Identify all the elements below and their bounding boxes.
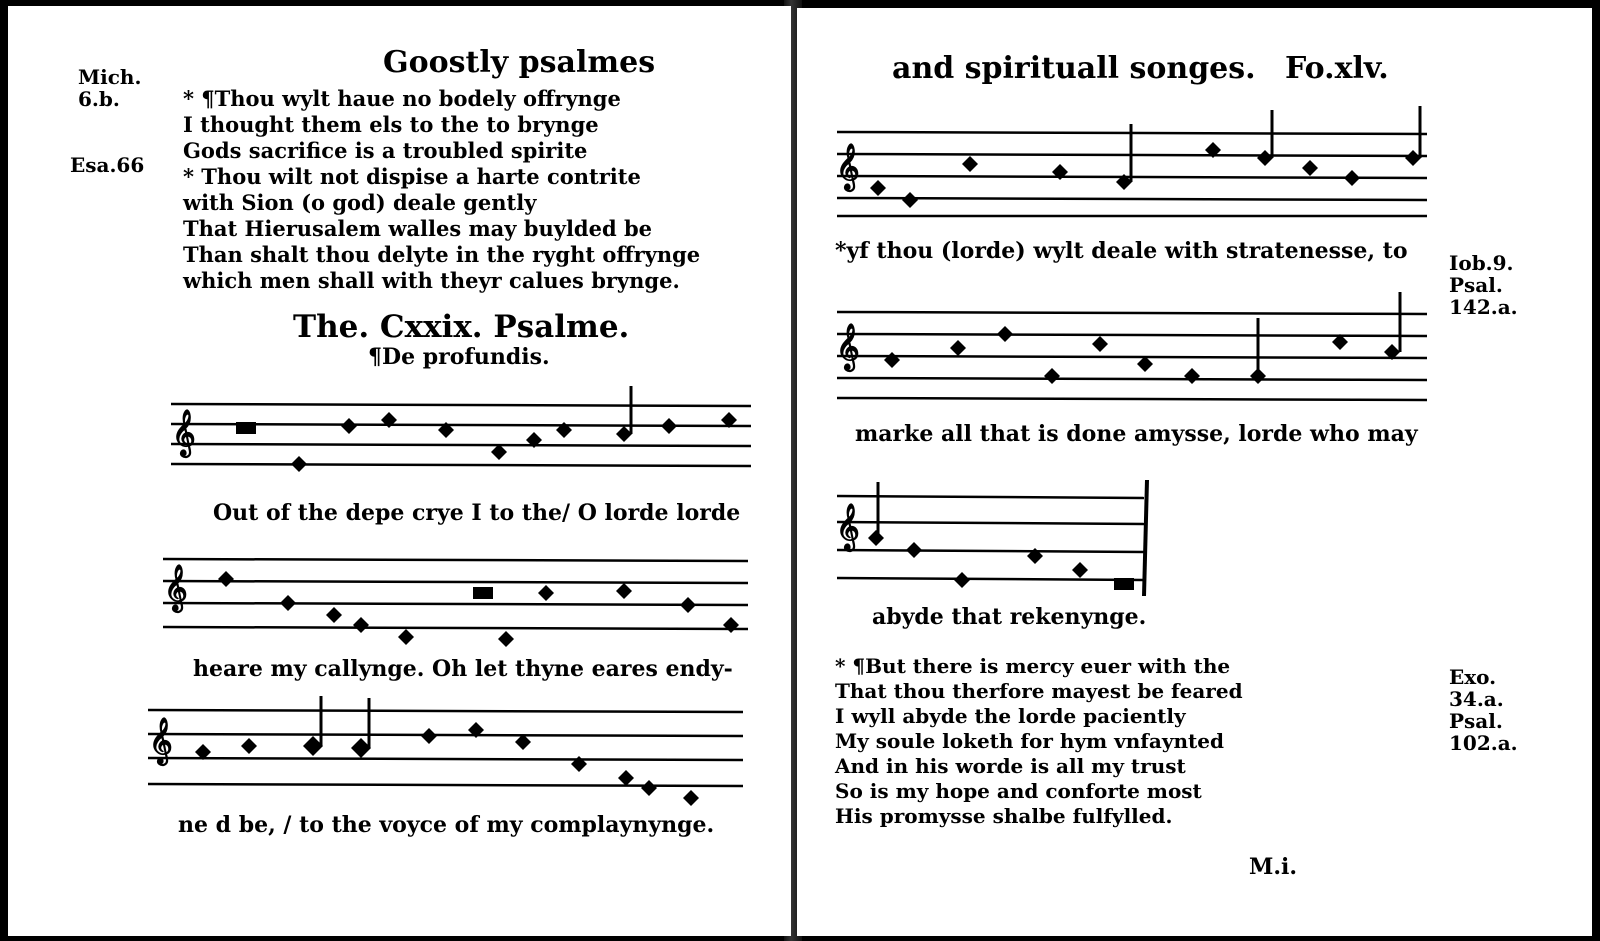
staff-5-svg	[832, 290, 1432, 410]
margin-note-mich: Mich. 6.b.	[78, 65, 142, 111]
lyric-line-1: Out of the depe crye I to the/ O lorde lorde	[213, 500, 741, 526]
lyric-line-4: *yf thou (lorde) wylt deale with stratenesse, to	[835, 238, 1408, 264]
verse-line: * ¶Thou wylt haue no bodely offrynge	[183, 86, 621, 111]
verse-line: My soule loketh for hym vnfaynted	[835, 729, 1224, 753]
svg-text:𝄞: 𝄞	[836, 503, 860, 550]
music-staff-6	[832, 478, 1162, 603]
verse-line: * Thou wilt not dispise a harte contrite	[183, 164, 641, 189]
svg-text:𝄞: 𝄞	[164, 564, 188, 611]
verse-block	[835, 654, 1243, 829]
lyric-line-5: marke all that is done amysse, lorde who may	[855, 421, 1418, 447]
verse-line: with Sion (o god) deale gently	[183, 190, 537, 215]
folio-number: Fo.xlv.	[1285, 51, 1389, 86]
music-staff-3	[143, 696, 748, 806]
svg-text:𝄞: 𝄞	[172, 409, 196, 456]
verse-line: which men shall with theyr calues brynge.	[183, 268, 680, 293]
verse-line: I wyll abyde the lorde paciently	[835, 704, 1186, 728]
lyric-line-6: abyde that rekenynge.	[872, 604, 1147, 630]
staff-4-svg	[832, 108, 1432, 223]
margin-note-exo: Exo. 34.a. Psal. 102.a.	[1449, 665, 1518, 755]
left-page	[8, 6, 791, 936]
staff-6-svg	[832, 478, 1162, 603]
music-staff-5	[832, 290, 1432, 410]
psalm-title: The. Cxxix. Psalme.	[293, 309, 630, 345]
staff-3-svg	[143, 696, 748, 806]
svg-text:𝄞: 𝄞	[149, 717, 173, 764]
svg-text:𝄞: 𝄞	[836, 143, 860, 190]
margin-note-iob: Iob.9. Psal. 142.a.	[1449, 251, 1518, 319]
lyric-line-2: heare my callynge. Oh let thyne eares endy-	[193, 656, 733, 682]
music-staff-2	[158, 551, 753, 651]
verse-line: That thou therfore mayest be feared	[835, 679, 1243, 703]
verse-line: His promysse shalbe fulfylled.	[835, 804, 1173, 828]
staff-2-svg	[158, 551, 753, 651]
right-page	[797, 8, 1592, 936]
verse-line: That Hierusalem walles may buylded be	[183, 216, 653, 241]
verse-block	[183, 86, 700, 294]
verse-line: So is my hope and conforte most	[835, 779, 1202, 803]
verse-line: * ¶But there is mercy euer with the	[835, 654, 1231, 678]
music-staff-4	[832, 108, 1432, 223]
running-head: Goostly psalmes	[383, 45, 656, 80]
verse-line: I thought them els to the to brynge	[183, 112, 599, 137]
margin-note-esa: Esa.66	[70, 153, 145, 177]
verse-line: And in his worde is all my trust	[835, 754, 1186, 778]
staff-1-svg	[166, 394, 756, 474]
incipit: ¶De profundis.	[368, 344, 550, 370]
signature-mark: M.i.	[1249, 854, 1298, 880]
svg-text:𝄞: 𝄞	[836, 323, 860, 370]
verse-line: Than shalt thou delyte in the ryght offrynge	[183, 242, 701, 267]
lyric-line-3: ne d be, / to the voyce of my complaynynge.	[178, 812, 715, 838]
running-head: and spirituall songes.	[892, 51, 1256, 86]
music-staff-1	[166, 394, 756, 474]
verse-line: Gods sacrifice is a troubled spirite	[183, 138, 588, 163]
